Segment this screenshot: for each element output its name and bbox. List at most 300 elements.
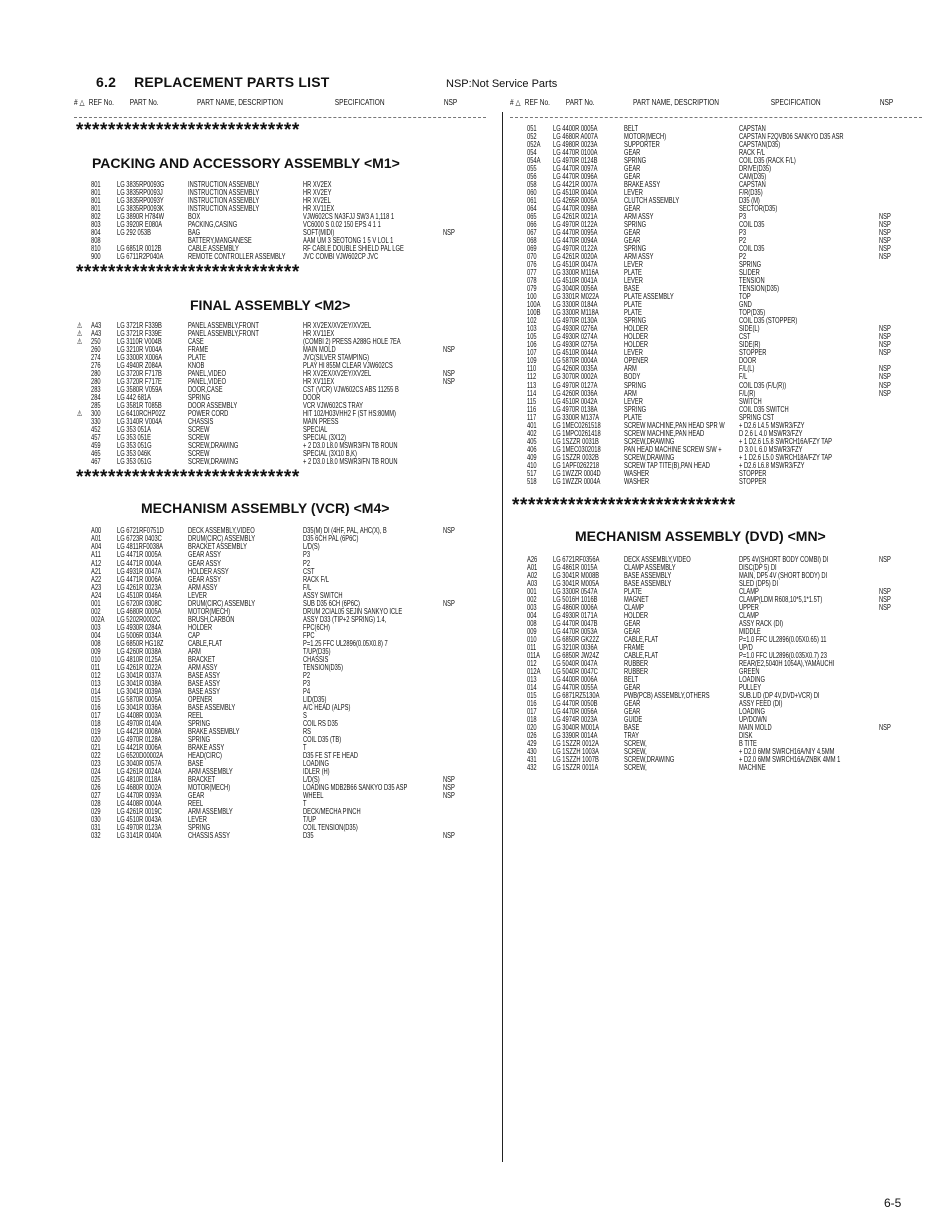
spec-cell: DISK — [739, 731, 753, 741]
nsp-cell: NSP — [879, 364, 891, 374]
page-number: 6-5 — [884, 1196, 902, 1210]
name-cell: LEVER — [624, 348, 643, 358]
part-no-cell: LG 4510R 0041A — [553, 276, 598, 286]
part-no-cell: LG 6850R HG18Z — [117, 638, 164, 648]
name-cell: WASHER — [624, 468, 650, 478]
spec-cell: DRUM 2CIAL05 SEJIN SANKYO ICLE — [303, 606, 403, 616]
spec-cell: + D2.0 6MM SWRCH16A/NIY 4.5MM — [739, 747, 835, 757]
ref-cell: 013 — [527, 674, 537, 684]
name-cell: SCREW,DRAWING — [624, 452, 675, 462]
ref-cell: 801 — [91, 188, 101, 198]
ref-cell: 801 — [91, 196, 101, 206]
name-cell: TRAY — [624, 731, 639, 741]
part-no-cell: LG 4970R 0122A — [553, 244, 598, 254]
part-no-cell: LG 3041R M008B — [553, 570, 600, 580]
spec-cell: RACK F/L — [303, 574, 329, 584]
ref-cell: 284 — [91, 393, 101, 403]
part-no-cell: LG 5006R 0034A — [117, 630, 162, 640]
spec-cell: AAM UM 3 SEOTONG 1 5 V LOL 1 — [303, 236, 394, 246]
part-no-cell: LG 6871RZ5130A — [553, 690, 600, 700]
ref-cell: 012 — [91, 670, 101, 680]
ref-cell: 431 — [527, 755, 537, 765]
nsp-cell: NSP — [879, 594, 891, 604]
ref-cell: 054A — [527, 156, 541, 166]
nsp-cell: NSP — [443, 782, 455, 792]
part-no-cell: LG 1SZZR 0032B — [553, 452, 599, 462]
part-no-cell: LG 6520D00002A — [117, 750, 164, 760]
part-no-cell: LG 3890R H784W — [117, 212, 165, 222]
name-cell: CLAMP — [624, 602, 644, 612]
spec-cell: VJW602CS NA3FJJ SW3 A 1,118 1 — [303, 212, 395, 222]
spec-cell: COIL D35 — [739, 244, 765, 254]
part-no-cell: LG 1SZZH 1007B — [553, 755, 599, 765]
spec-cell: SLIDER — [739, 268, 760, 278]
nsp-cell: NSP — [879, 586, 891, 596]
col-part: PART No. — [565, 98, 595, 107]
name-cell: BRACKET — [188, 654, 216, 664]
part-no-cell: LG 1WZZR 0004D — [553, 468, 601, 478]
part-no-cell: LG 3300R 0184A — [553, 300, 598, 310]
nsp-cell: NSP — [443, 369, 455, 379]
spec-cell: TOP(D35) — [739, 308, 766, 318]
spec-cell: MAIN PRESS — [303, 417, 339, 427]
name-cell: SPRING — [188, 734, 211, 744]
ref-cell: 015 — [527, 690, 537, 700]
spec-cell: REAR(E2,5040H 1054A),YAMAUCHI — [739, 658, 835, 668]
ref-cell: 004 — [91, 630, 101, 640]
ref-cell: A26 — [527, 554, 538, 564]
name-cell: SCREW,DRAWING — [624, 755, 675, 765]
nsp-cell: NSP — [879, 252, 891, 262]
part-no-cell: LG 3581R T085B — [117, 401, 162, 411]
spec-cell: MAIN MOLD — [303, 345, 336, 355]
part-no-cell: LG 4471R 0006A — [117, 574, 162, 584]
spec-cell: COIL D35 — [739, 220, 765, 230]
part-no-cell: LG 3040R M001A — [553, 723, 600, 733]
ref-cell: 518 — [527, 476, 537, 486]
spec-cell: TENSION — [739, 276, 765, 286]
part-no-cell: LG 4470R 0098A — [553, 204, 598, 214]
name-cell: BELT — [624, 674, 638, 684]
spec-cell: DRIVE(D35) — [739, 164, 772, 174]
part-no-cell: LG 4510R 0047A — [553, 260, 598, 270]
name-cell: SPRING — [624, 404, 647, 414]
name-cell: BATTERY,MANGANESE — [188, 236, 252, 246]
spec-cell: SPRING — [739, 260, 762, 270]
spec-cell: SUB.L/D (DP 4V,DVD+VCR) DI — [739, 690, 820, 700]
name-cell: GEAR — [624, 626, 641, 636]
ref-cell: 406 — [527, 444, 537, 454]
part-no-cell: LG 4470R 0055A — [553, 682, 598, 692]
name-cell: BRUSH,CARBON — [188, 614, 235, 624]
ref-cell: 100 — [527, 292, 537, 302]
name-cell: DRUM(CIRC) ASSEMBLY — [188, 598, 256, 608]
ref-cell: 517 — [527, 468, 537, 478]
ref-cell: 023 — [91, 758, 101, 768]
ref-cell: 105 — [527, 332, 537, 342]
warn-cell: ⚠ — [77, 321, 83, 331]
name-cell: BASE ASSY — [188, 678, 221, 688]
warn-cell: ⚠ — [77, 337, 83, 347]
warn-cell: ⚠ — [77, 409, 83, 419]
name-cell: RUBBER — [624, 658, 649, 668]
name-cell: MOTOR(MECH) — [188, 606, 231, 616]
ref-cell: 280 — [91, 377, 101, 387]
part-no-cell: LG 1SZZR 0011A — [553, 763, 599, 773]
name-cell: FRAME — [188, 345, 209, 355]
ref-cell: 065 — [527, 212, 537, 222]
ref-cell: 061 — [527, 196, 537, 206]
part-no-cell: LG 5202R0002C — [117, 614, 161, 624]
name-cell: PACKING,CASING — [188, 220, 238, 230]
part-no-cell: LG 3070R 0002A — [553, 372, 598, 382]
part-no-cell: LG 4470R 0053A — [553, 626, 598, 636]
part-no-cell: LG 3300R M116A — [553, 268, 599, 278]
spec-cell: P2 — [303, 558, 311, 568]
spec-cell: D35 (M) — [739, 196, 760, 206]
part-no-cell: LG 4400R 0005A — [553, 124, 598, 133]
spec-cell: + D2.6 L4.5 MSWR3/FZY — [739, 420, 805, 430]
name-cell: GEAR — [624, 228, 641, 238]
ref-cell: 280 — [91, 369, 101, 379]
ref-cell: 031 — [91, 823, 101, 833]
spec-cell: T/UP — [303, 815, 317, 824]
spec-cell: MACHINE — [739, 763, 766, 773]
name-cell: DECK ASSEMBLY,VIDEO — [188, 526, 255, 536]
name-cell: LEVER — [624, 396, 643, 406]
part-no-cell: LG 4680R 0002A — [117, 782, 162, 792]
part-no-cell: LG 1APF0262218 — [553, 460, 600, 470]
name-cell: BASE — [624, 723, 640, 733]
ref-cell: 467 — [91, 457, 101, 467]
part-no-cell: LG 6410RCHP02Z — [117, 409, 166, 419]
spec-cell: CLAMP(LDM R608,10*5,1*1.5T) — [739, 594, 823, 604]
name-cell: BASE ASSY — [188, 686, 221, 696]
part-no-cell: LG 353 051E — [117, 433, 151, 443]
spec-cell: T — [303, 798, 307, 808]
ref-cell: 009 — [527, 626, 537, 636]
parts-table — [527, 125, 942, 486]
spec-cell: P2 — [739, 236, 747, 246]
name-cell: LEVER — [188, 815, 207, 824]
section-heading: FINAL ASSEMBLY <M2> — [190, 297, 351, 314]
name-cell: PLATE — [188, 353, 206, 363]
name-cell: BASE ASSEMBLY — [624, 578, 672, 588]
spec-cell: RACK F/L — [739, 148, 765, 158]
ref-cell: 069 — [527, 244, 537, 254]
name-cell: MOTOR(MECH) — [188, 782, 231, 792]
name-cell: FRAME — [624, 642, 645, 652]
name-cell: SCREW, — [624, 739, 647, 749]
left-column — [76, 119, 506, 840]
name-cell: DOOR ASSEMBLY — [188, 401, 238, 411]
ref-cell: 113 — [527, 380, 537, 390]
name-cell: SCREW TAP TITE(B),PAN HEAD — [624, 460, 710, 470]
ref-cell: 430 — [527, 747, 537, 757]
part-no-cell: LG 4930R 0275A — [553, 340, 598, 350]
parts-table — [77, 321, 506, 467]
part-no-cell: LG 3041R 0037A — [117, 670, 162, 680]
spec-cell: DECK/MECHA PINCH — [303, 806, 361, 816]
header-rule-left — [74, 117, 486, 118]
part-no-cell: LG 6851R 0012B — [117, 244, 162, 254]
spec-cell: JVC COMBI VJW602CP JVC — [303, 252, 379, 262]
nsp-cell: NSP — [443, 774, 455, 784]
ref-cell: 410 — [527, 460, 537, 470]
part-no-cell: LG 442 681A — [117, 393, 151, 403]
name-cell: BRAKE ASSY — [188, 742, 225, 752]
name-cell: SCREW MACHINE,PAN HEAD SPR W — [624, 420, 725, 430]
name-cell: BASE ASSEMBLY — [188, 702, 236, 712]
part-no-cell: LG 4931R 0047A — [117, 566, 162, 576]
column-header-right — [510, 98, 894, 112]
name-cell: CLUTCH ASSEMBLY — [624, 196, 680, 206]
spec-cell: HR XV2EX/XV2EY/XV2EL — [303, 369, 372, 379]
ref-cell: 026 — [91, 782, 101, 792]
ref-cell: 012A — [527, 666, 541, 676]
part-no-cell: LG 4811RF0038A — [117, 542, 164, 552]
part-no-cell: LG 4470R 0093A — [117, 790, 162, 800]
ref-cell: 409 — [527, 452, 537, 462]
name-cell: HOLDER — [188, 622, 213, 632]
part-no-cell: LG 353 046K — [117, 449, 151, 459]
name-cell: PANEL,VIDEO — [188, 369, 226, 379]
part-no-cell: LG 3720R F717B — [117, 369, 162, 379]
col-spec: SPECIFICATION — [334, 98, 385, 107]
ref-cell: 032 — [91, 831, 101, 841]
name-cell: CASE — [188, 337, 204, 347]
ref-cell: 452 — [91, 425, 101, 435]
spec-cell: IDLER (H) — [303, 766, 330, 776]
spec-cell: F/L(R) — [739, 388, 756, 398]
spec-cell: TOP — [739, 292, 751, 302]
name-cell: WASHER — [624, 476, 650, 486]
ref-cell: 066 — [527, 220, 537, 230]
name-cell: SPRING — [188, 718, 211, 728]
name-cell: BELT — [624, 124, 638, 133]
ref-cell: A02 — [527, 570, 538, 580]
name-cell: SPRING — [624, 316, 647, 326]
part-no-cell: LG 3580R V059A — [117, 385, 163, 395]
nsp-cell: NSP — [879, 220, 891, 230]
name-cell: ARM ASSY — [188, 662, 218, 672]
ref-cell: 003 — [527, 602, 537, 612]
name-cell: SPRING — [624, 244, 647, 254]
ref-cell: 004 — [527, 610, 537, 620]
nsp-cell: NSP — [879, 602, 891, 612]
part-no-cell: LG 3141R 0040A — [117, 831, 162, 841]
name-cell: SPRING — [624, 380, 647, 390]
part-no-cell: LG 4471R 0004A — [117, 558, 162, 568]
separator: **************************** — [76, 263, 300, 284]
spec-cell: LOADING — [739, 674, 765, 684]
spec-cell: D35(M) DI (4HF, PAL, AHC(X), B — [303, 526, 387, 536]
name-cell: ARM ASSY — [188, 582, 218, 592]
separator: **************************** — [512, 495, 736, 516]
name-cell: HOLDER — [624, 324, 649, 334]
spec-cell: WHEEL — [303, 790, 324, 800]
name-cell: PANEL ASSEMBLY,FRONT — [188, 321, 259, 331]
part-no-cell: LG 353 051G — [117, 457, 152, 467]
spec-cell: CAM(D35) — [739, 172, 767, 182]
spec-cell: P2 — [739, 252, 747, 262]
part-no-cell: LG 4470R 0096A — [553, 172, 598, 182]
name-cell: KNOB — [188, 361, 205, 371]
ref-cell: A24 — [91, 590, 102, 600]
spec-cell: DISC(DP 5) DI — [739, 562, 777, 572]
table-row — [91, 229, 506, 237]
ref-cell: 021 — [91, 742, 101, 752]
spec-cell: D35 — [303, 831, 314, 841]
part-no-cell: LG 4970R 0122A — [553, 220, 598, 230]
spec-cell: F/L(L) — [739, 364, 755, 374]
ref-cell: A12 — [91, 558, 102, 568]
part-no-cell: LG 4510R 0042A — [553, 396, 598, 406]
part-no-cell: LG 292 053B — [117, 228, 151, 238]
name-cell: HOLDER — [624, 340, 649, 350]
part-no-cell: LG 4970R 0130A — [553, 316, 598, 326]
nsp-cell: NSP — [443, 598, 455, 608]
part-no-cell: LG 4470R 0097A — [553, 164, 598, 174]
spec-cell: RF CABLE DOUBLE SHIELD PAL LGE — [303, 244, 404, 254]
spec-cell: HR XV2EY — [303, 188, 332, 198]
name-cell: INSTRUCTION ASSEMBLY — [188, 188, 260, 198]
part-no-cell: LG 5870R 0004A — [553, 356, 598, 366]
ref-cell: 016 — [527, 698, 537, 708]
part-no-cell: LG 3041R 0036A — [117, 702, 162, 712]
ref-cell: 008 — [91, 638, 101, 648]
spec-cell: HR XV11EX — [303, 329, 335, 339]
ref-cell: 010 — [527, 634, 537, 644]
name-cell: PWB(PCB) ASSEMBLY,OTHERS — [624, 690, 710, 700]
part-no-cell: LG 3041R 0039A — [117, 686, 162, 696]
ref-cell: A23 — [91, 582, 102, 592]
name-cell: ARM ASSY — [624, 252, 654, 262]
spec-cell: + D2.0 6MM SWRCH16A/ZNBK 4MM 1 — [739, 755, 841, 765]
ref-cell: A01 — [527, 562, 538, 572]
spec-cell: SPECIAL (3X10 B,K) — [303, 449, 357, 459]
spec-cell: CAPSTAN F2QVB06 SANKYO D35 ASR — [739, 132, 844, 142]
ref-cell: 429 — [527, 739, 537, 749]
spec-cell: CLAMP — [739, 586, 759, 596]
part-no-cell: LG 3300R M137A — [553, 412, 600, 422]
ref-cell: 009 — [91, 646, 101, 656]
spec-cell: HR XV2EL — [303, 196, 331, 206]
ref-cell: 459 — [91, 441, 101, 451]
section-heading: MECHANISM ASSEMBLY (DVD) <MN> — [575, 527, 826, 544]
part-no-cell: LG 4470R 0056A — [553, 707, 598, 716]
part-no-cell: LG 4860R 0006A — [553, 602, 598, 612]
name-cell: MAGNET — [624, 594, 649, 604]
name-cell: OPENER — [624, 356, 649, 366]
nsp-cell: NSP — [879, 388, 891, 398]
spec-cell: L/D(S) — [303, 774, 320, 784]
ref-cell: 058 — [527, 180, 537, 190]
ref-cell: 064 — [527, 204, 537, 214]
ref-cell: 025 — [91, 774, 101, 784]
part-no-cell: LG 3835RP0093G — [117, 180, 165, 189]
spec-cell: LOADING — [303, 758, 329, 768]
ref-cell: 810 — [91, 244, 101, 254]
spec-cell: P2 — [303, 670, 311, 680]
section-heading: PACKING AND ACCESSORY ASSEMBLY <M1> — [92, 155, 400, 171]
nsp-cell: NSP — [443, 228, 455, 238]
name-cell: GEAR ASSY — [188, 558, 221, 568]
name-cell: BRAKE ASSY — [624, 180, 661, 190]
name-cell: GEAR ASSY — [188, 550, 221, 560]
parts-table — [527, 556, 942, 772]
part-no-cell: LG 4408R 0004A — [117, 798, 162, 808]
ref-cell: 018 — [527, 715, 537, 725]
name-cell: SCREW — [188, 449, 210, 459]
name-cell: CHASSIS ASSY — [188, 831, 230, 841]
ref-cell: 283 — [91, 385, 101, 395]
spec-cell: P3 — [739, 212, 747, 222]
ref-cell: 014 — [527, 682, 537, 692]
ref-cell: 026 — [527, 731, 537, 741]
ref-cell: A11 — [91, 550, 101, 560]
name-cell: CHASSIS — [188, 417, 214, 427]
nsp-cell: NSP — [879, 244, 891, 254]
ref-cell: 103 — [527, 324, 537, 334]
part-no-cell: LG 4970R 0128A — [117, 734, 162, 744]
col-warn: # △ — [74, 98, 85, 107]
nsp-cell: NSP — [879, 228, 891, 238]
name-cell: LEVER — [624, 276, 643, 286]
name-cell: RUBBER — [624, 666, 649, 676]
col-ref: REF No. — [88, 98, 114, 107]
name-cell: BASE ASSEMBLY — [624, 570, 672, 580]
spec-cell: FPC — [303, 630, 315, 640]
spec-cell: F/L — [303, 582, 312, 592]
part-no-cell: LG 4861R 0015A — [553, 562, 598, 572]
part-no-cell: LG 4260R 0036A — [553, 388, 598, 398]
ref-cell: A22 — [91, 574, 102, 584]
ref-cell: 011 — [527, 642, 537, 652]
spec-cell: COIL D35 SWITCH — [739, 404, 789, 414]
part-no-cell: LG 4970R 0138A — [553, 404, 598, 414]
spec-cell: F/R(D35) — [739, 188, 763, 198]
spec-cell: SPRING CST — [739, 412, 775, 422]
part-no-cell: LG 4408R 0003A — [117, 710, 162, 720]
ref-cell: 003 — [91, 622, 101, 632]
name-cell: SCREW — [188, 425, 210, 435]
name-cell: CABLE,FLAT — [624, 650, 659, 660]
part-no-cell: LG 5040R 0047C — [553, 666, 598, 676]
part-no-cell: LG 1MEC0302018 — [553, 444, 601, 454]
part-no-cell: LG 4680R 0005A — [117, 606, 162, 616]
name-cell: GEAR — [624, 204, 641, 214]
ref-cell: 285 — [91, 401, 101, 411]
spec-cell: LOADING — [739, 707, 765, 716]
ref-cell: 260 — [91, 345, 101, 355]
spec-cell: MIDDLE — [739, 626, 761, 636]
ref-cell: 051 — [527, 124, 537, 133]
part-no-cell: LG 4510R 0040A — [553, 188, 598, 198]
name-cell: GEAR — [188, 790, 205, 800]
spec-cell: T — [303, 742, 307, 752]
part-no-cell: LG 1SZZR 0012A — [553, 739, 599, 749]
column-header-left — [74, 98, 458, 112]
ref-cell: 900 — [91, 252, 101, 262]
spec-cell: P=1.0 FFC UL2896(0.05X0.65) 11 — [739, 634, 827, 644]
col-spec: SPECIFICATION — [770, 98, 821, 107]
ref-cell: 027 — [91, 790, 101, 800]
spec-cell: RS — [303, 726, 312, 736]
ref-cell: 115 — [527, 396, 537, 406]
name-cell: ARM ASSEMBLY — [188, 766, 233, 776]
nsp-note: NSP:Not Service Parts — [446, 78, 558, 90]
